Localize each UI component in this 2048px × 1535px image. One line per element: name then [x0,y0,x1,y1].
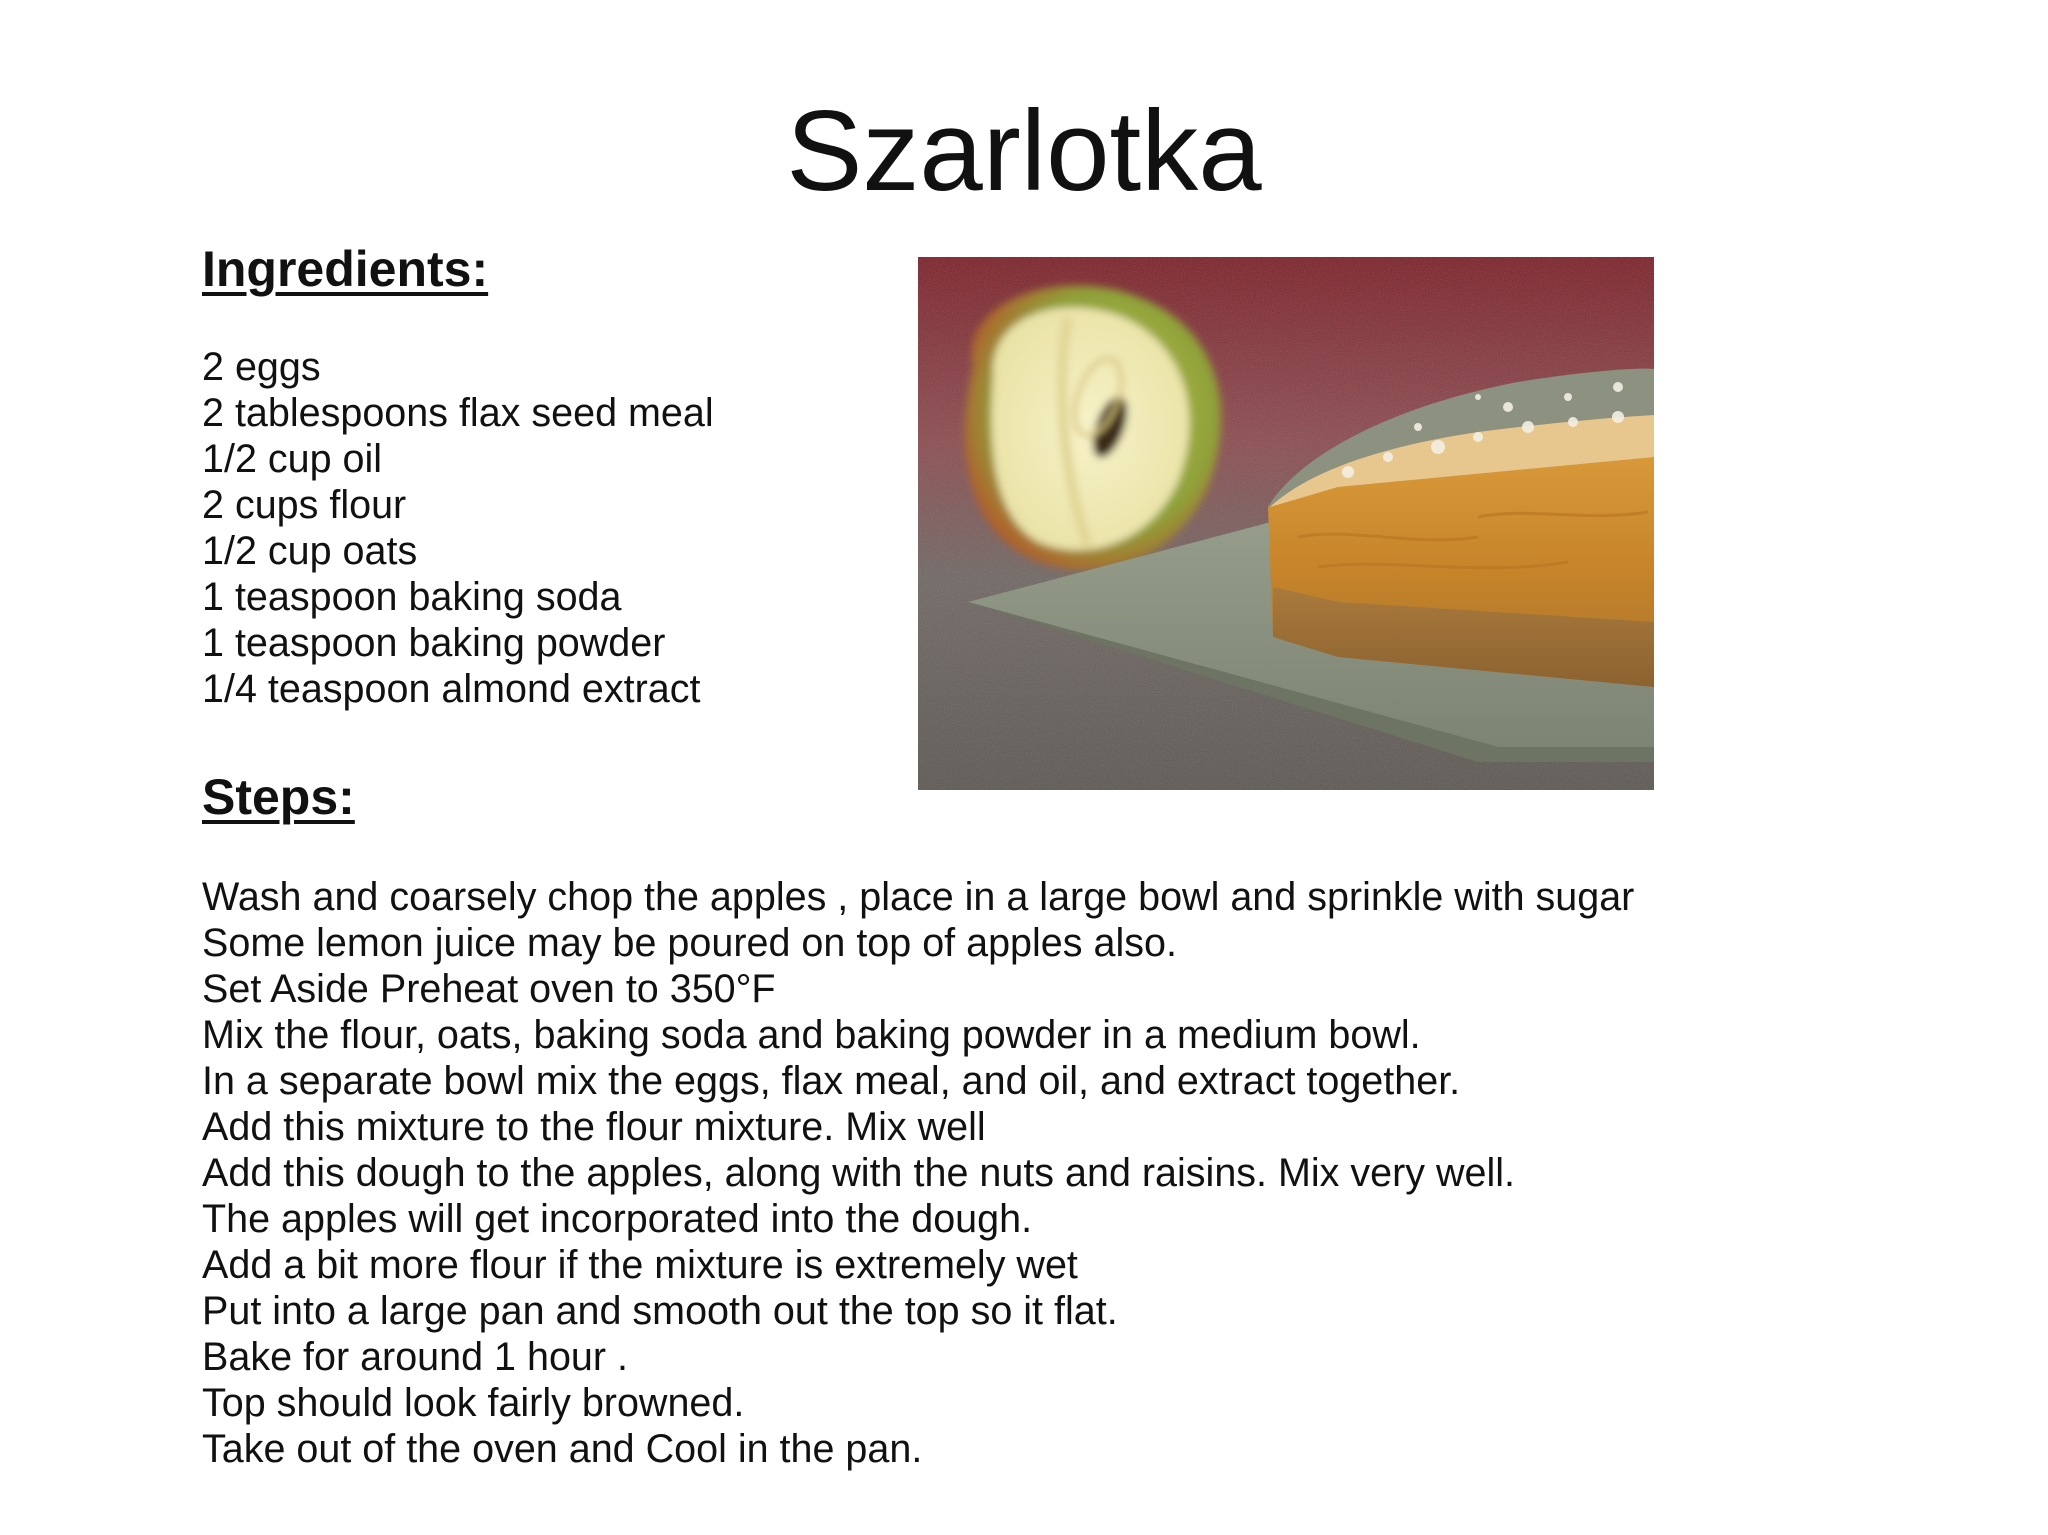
step-item: Set Aside Preheat oven to 350°F [202,967,776,1011]
step-item: Add this mixture to the flour mixture. Mix well [202,1105,986,1149]
page-title: Szarlotka [786,88,1262,215]
step-item: Put into a large pan and smooth out the top so it flat. [202,1289,1118,1333]
apple-cake-photo [918,257,1654,790]
ingredient-item: 1/4 teaspoon almond extract [202,667,701,711]
ingredient-item: 1/2 cup oil [202,437,383,481]
step-item: Some lemon juice may be poured on top of apples also. [202,921,1177,965]
ingredients-heading: Ingredients: [202,241,489,297]
ingredient-item: 2 cups flour [202,483,407,527]
ingredient-item: 2 eggs [202,345,321,389]
step-item: Add this dough to the apples, along with the nuts and raisins. Mix very well. [202,1151,1516,1195]
ingredient-item: 1 teaspoon baking soda [202,575,622,619]
ingredient-item: 1/2 cup oats [202,529,418,573]
step-item: Wash and coarsely chop the apples , place in a large bowl and sprinkle with sugar [202,875,1635,919]
step-item: Top should look fairly browned. [202,1381,745,1425]
step-item: Add a bit more flour if the mixture is extremely wet [202,1243,1078,1287]
ingredient-item: 1 teaspoon baking powder [202,621,666,665]
step-item: In a separate bowl mix the eggs, flax meal, and oil, and extract together. [202,1059,1461,1103]
step-item: The apples will get incorporated into the dough. [202,1197,1033,1241]
step-item: Mix the flour, oats, baking soda and baking powder in a medium bowl. [202,1013,1421,1057]
ingredients-list [202,344,714,712]
step-item: Take out of the oven and Cool in the pan. [202,1427,923,1471]
steps-heading: Steps: [202,769,355,825]
step-item: Bake for around 1 hour . [202,1335,628,1379]
steps-list [202,874,1642,1472]
ingredient-item: 2 tablespoons flax seed meal [202,391,714,435]
